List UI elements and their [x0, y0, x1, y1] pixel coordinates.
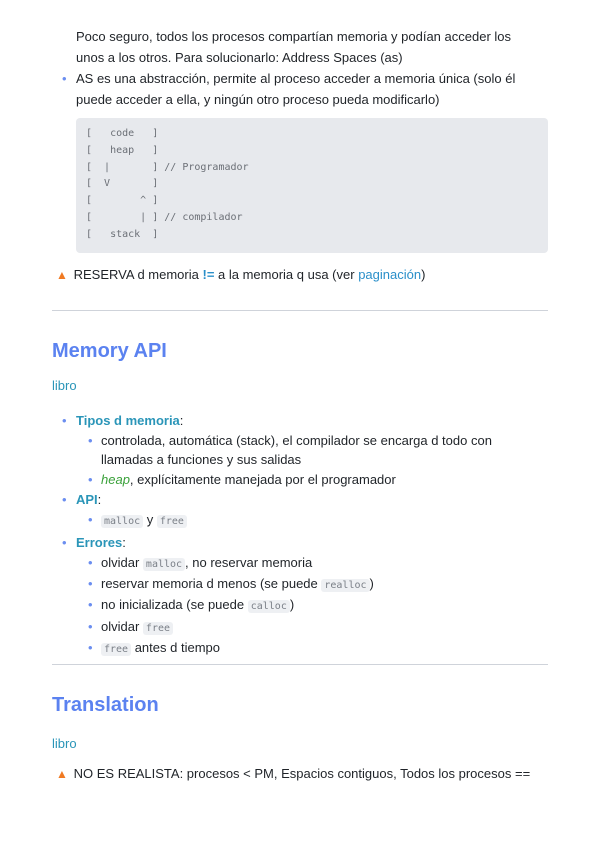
- errores-link[interactable]: Errores: [76, 534, 123, 550]
- code-line: [ | ] // Programador: [86, 161, 249, 173]
- code-line: [ ^ ]: [86, 195, 159, 207]
- bullet-icon: •: [88, 433, 93, 448]
- errores-colon: :: [122, 534, 126, 550]
- list-item: [52, 595, 548, 616]
- list-item-errores: [52, 532, 548, 553]
- code-block: [76, 118, 548, 253]
- tipos-colon: :: [179, 413, 184, 428]
- error-1-before: olvidar: [101, 554, 143, 570]
- error-3-before: no inicializada (se puede: [101, 597, 248, 613]
- realloc-code: realloc: [321, 579, 369, 592]
- intro-line-1: Poco seguro, todos los procesos compartían memoria y podían acceder los: [76, 29, 512, 44]
- bullet-icon: •: [62, 71, 67, 86]
- list-item-continued: [52, 89, 548, 110]
- bullet-icon: •: [62, 413, 67, 428]
- not-equal-operator: !=: [202, 267, 215, 282]
- malloc-code: malloc: [101, 515, 143, 528]
- list-item: [52, 574, 548, 595]
- section-divider: [52, 310, 548, 311]
- bullet-icon: •: [88, 512, 93, 528]
- bullet-icon: •: [88, 640, 93, 656]
- intro-paragraph: [52, 26, 548, 68]
- error-3-after: ): [289, 597, 295, 613]
- code-line: [ stack ]: [86, 228, 159, 240]
- error-5-after: antes d tiempo: [131, 640, 220, 656]
- list-item: [52, 617, 548, 638]
- error-2-after: ): [369, 576, 374, 592]
- memory-api-libro-link[interactable]: libro: [52, 378, 77, 393]
- error-1-after: , no reservar memoria: [185, 554, 313, 570]
- translation-libro-link[interactable]: libro: [52, 736, 77, 751]
- as-bullet-line-2: puede acceder a ella, y ningún otro proceso pueda modificarlo): [76, 92, 440, 107]
- free-code: free: [101, 643, 131, 656]
- warning-icon: ▲: [56, 767, 68, 781]
- tipos-memoria-link[interactable]: Tipos d memoria: [76, 413, 180, 428]
- list-item: [52, 68, 548, 89]
- reserva-warning: [56, 266, 425, 284]
- bullet-icon: •: [88, 597, 93, 613]
- malloc-code: malloc: [143, 558, 185, 571]
- api-colon: :: [97, 492, 102, 508]
- code-line: [ V ]: [86, 178, 159, 190]
- list-item: [52, 431, 548, 450]
- memory-api-heading: Memory API: [52, 340, 167, 362]
- list-item-continued: [52, 450, 548, 469]
- code-line: [ heap ]: [86, 144, 159, 156]
- tipos-item-1-line-2: llamadas a funciones y sus salidas: [101, 452, 302, 468]
- api-link[interactable]: API: [76, 492, 98, 508]
- warning-text-middle: a la memoria q usa (ver: [214, 267, 359, 282]
- paginacion-link[interactable]: paginación: [358, 267, 422, 282]
- list-item: [52, 638, 548, 659]
- warning-text-before: RESERVA d memoria: [73, 267, 203, 282]
- calloc-code: calloc: [248, 600, 290, 613]
- memory-api-list: [52, 410, 548, 660]
- translation-warning-text: NO ES REALISTA: procesos < PM, Espacios contiguos, Todos los procesos ==: [73, 766, 531, 781]
- list-item-api: [52, 489, 548, 510]
- bullet-icon: •: [88, 471, 93, 487]
- error-2-before: reservar memoria d menos (se puede: [101, 576, 322, 592]
- free-code: free: [143, 622, 173, 635]
- tipos-item-1-line-1: controlada, automática (stack), el compilador se encarga d todo con: [101, 433, 492, 448]
- warning-icon: ▲: [56, 268, 68, 282]
- warning-text-after: ): [421, 267, 426, 282]
- list-item-tipos: [52, 410, 548, 431]
- translation-heading: Translation: [52, 694, 159, 716]
- bullet-icon: •: [62, 492, 67, 508]
- code-line: [ code ]: [86, 128, 159, 139]
- api-join: y: [143, 512, 157, 528]
- code-line: [ | ] // compilador: [86, 211, 243, 223]
- as-bullet: [52, 68, 548, 110]
- as-bullet-line-1: AS es una abstracción, permite al proceso acceder a memoria única (solo él: [76, 71, 516, 86]
- tipos-item-2-rest: , explícitamente manejada por el programador: [129, 471, 396, 487]
- error-4-before: olvidar: [101, 618, 143, 634]
- heap-link[interactable]: heap: [101, 471, 130, 487]
- list-item: [52, 510, 548, 531]
- section-divider: [52, 664, 548, 665]
- bullet-icon: •: [88, 554, 93, 570]
- bullet-icon: •: [62, 534, 67, 550]
- free-code: free: [157, 515, 187, 528]
- bullet-icon: •: [88, 618, 93, 634]
- translation-warning: [56, 765, 530, 783]
- intro-line-2: unos a los otros. Para solucionarlo: Address Spaces (as): [76, 50, 403, 65]
- bullet-icon: •: [88, 576, 93, 592]
- list-item: [52, 470, 548, 489]
- list-item: [52, 553, 548, 574]
